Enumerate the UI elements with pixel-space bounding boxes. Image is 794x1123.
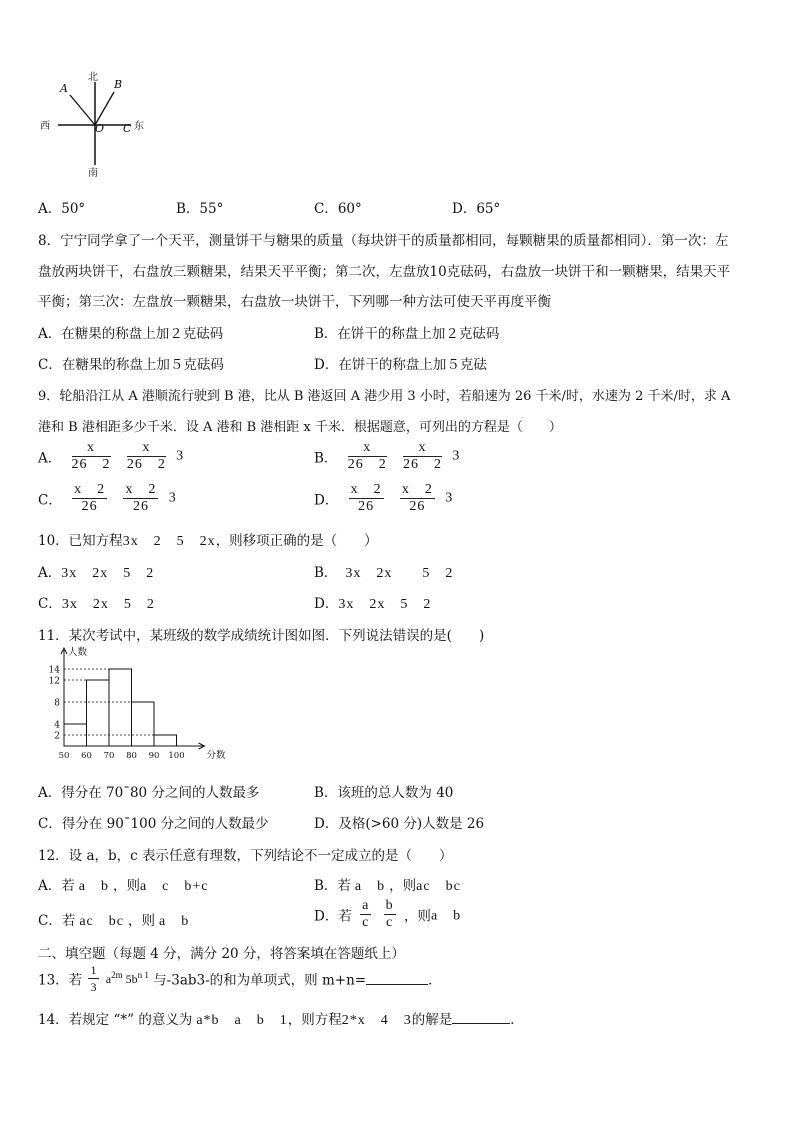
- q8-stem-line-1: 8．宁宁同学拿了一个天平，测量饼干与糖果的质量（每块饼干的质量都相同，每颗糖果的质量都相同）．第一次：左: [38, 233, 729, 249]
- histogram-bar-60-70: [87, 680, 110, 746]
- x-tick-label-60: 60: [81, 751, 92, 761]
- q12-option-c: C．若 ac bc ，则 a b: [38, 913, 190, 929]
- q9-a-fraction-2: $\frac{x}{26 2}$: [126, 440, 166, 472]
- histogram-bar-80-90: [132, 702, 155, 746]
- q9-b-fraction-1: $\frac{x}{26 2}$: [347, 440, 387, 472]
- section-2-heading: 二、填空题（每题 4 分，满分 20 分，将答案填在答题纸上）: [38, 946, 405, 962]
- y-tick-label-4: 4: [54, 720, 60, 731]
- compass-west-label: 西: [40, 121, 50, 132]
- q13: 13．若 $\frac{1}{3}$ $a^{2m}$ $5b^{n 1}$ 与-3ab3-的和为单项式，则 m+n= ．: [38, 963, 442, 994]
- q10-option-c: C．3x 2x 5 2: [38, 596, 155, 612]
- q12-option-a: A．若 a b ，则a c b+c: [38, 878, 209, 894]
- compass-label-a: A: [60, 82, 68, 95]
- compass-label-c: C: [123, 122, 132, 135]
- q11-option-b: B．该班的总人数为 40: [314, 785, 454, 801]
- y-axis-label: 人数: [68, 647, 88, 658]
- compass-label-o: O: [95, 122, 105, 135]
- q12-option-d: D．若 $\frac{a}{c}$ $\frac{b}{c}$ ，则a b: [314, 898, 462, 930]
- y-tick-label-14: 14: [48, 665, 60, 676]
- y-tick-label-2: 2: [54, 731, 60, 742]
- q14: 14．若规定 “*” 的意义为 a*b a b 1，则方程2*x 4 3的解是 ．: [38, 1012, 524, 1028]
- x-tick-label-50: 50: [58, 751, 70, 761]
- q7-option-b: B．55°: [176, 201, 224, 217]
- q8-option-d: D．在饼干的称盘上加５克砝: [314, 357, 487, 373]
- q9-option-d: D． $\frac{x 2}{26}$ $\frac{x 2}{26}$ 3: [314, 482, 454, 514]
- compass-label-b: B: [114, 78, 123, 91]
- q11-stem: 11．某次考试中，某班级的数学成绩统计图如图．下列说法错误的是( ): [38, 628, 485, 644]
- q10-option-a: A．3x 2x 5 2: [38, 565, 155, 581]
- q9-option-d-label: D．: [314, 492, 339, 509]
- q9-option-b: B． $\frac{x}{26 2}$ $\frac{x}{26 2}$ 3: [314, 440, 461, 472]
- compass-north-label: 北: [88, 72, 98, 83]
- y-tick-label-12: 12: [48, 676, 60, 687]
- q7-option-c: C．60°: [314, 201, 362, 217]
- q9-c-fraction-2: $\frac{x 2}{26}$: [125, 482, 157, 514]
- q8-stem-line-3: 平衡；第三次：左盘放一颗糖果，右盘放一块饼干，下列哪一种方法可使天平再度平衡: [38, 294, 551, 310]
- x-tick-label-90: 90: [148, 751, 160, 761]
- histogram-bar-70-80: [109, 669, 132, 746]
- q9-c-fraction-1: $\frac{x 2}{26}$: [74, 482, 106, 514]
- q8-option-a: A．在糖果的称盘上加２克砝码: [38, 326, 224, 342]
- q8-option-b: B．在饼干的称盘上加２克砝码: [314, 326, 500, 342]
- histogram-bar-90-100: [154, 735, 177, 746]
- q7-option-d: D．65°: [452, 201, 501, 217]
- q9-option-c: C． $\frac{x 2}{26}$ $\frac{x 2}{26}$ 3: [38, 482, 177, 514]
- q9-option-c-label: C．: [38, 492, 62, 509]
- q9-b-fraction-2: $\frac{x}{26 2}$: [403, 440, 443, 472]
- x-tick-label-80: 80: [126, 751, 137, 761]
- q9-option-b-label: B．: [314, 450, 338, 467]
- histogram-bar-50-60: [64, 724, 87, 746]
- q14-answer-blank[interactable]: [452, 1011, 510, 1024]
- q11-option-d: D．及格(>60 分)人数是 26: [314, 816, 485, 832]
- q9-stem-line-1: 9．轮船沿江从 A 港顺流行驶到 B 港，比从 B 港返回 A 港少用 3 小时，若船速为 26 千米/时，水速为 2 千米/时，求 A: [38, 389, 731, 404]
- compass-east-label: 东: [134, 121, 144, 132]
- q12-stem: 12．设 a，b，c 表示任意有理数，下列结论不一定成立的是（ ）: [38, 848, 453, 864]
- q12-option-b: B．若 a b ，则ac bc: [314, 878, 461, 894]
- compass-south-label: 南: [88, 168, 98, 179]
- q10-option-b: B． 3x 2x 5 2: [314, 565, 454, 581]
- q11-option-a: A．得分在 70¯80 分之间的人数最多: [38, 785, 260, 801]
- q8-stem-line-2: 盘放两块饼干，右盘放三颗糖果，结果天平平衡；第二次，左盘放10克砝码，右盘放一块饼干和一颗糖果，结果天平: [38, 264, 731, 280]
- q9-d-fraction-1: $\frac{x 2}{26}$: [350, 482, 382, 514]
- q10-option-d: D．3x 2x 5 2: [314, 596, 432, 612]
- q9-d-fraction-2: $\frac{x 2}{26}$: [401, 482, 433, 514]
- q9-a-fraction-1: $\frac{x}{26 2}$: [71, 440, 111, 472]
- q9-option-a: A． $\frac{x}{26 2}$ $\frac{x}{26 2}$ 3: [38, 440, 185, 472]
- score-histogram: [30, 646, 226, 768]
- q9-stem-line-2: 港和 B 港相距多少千米．设 A 港和 B 港相距 x 千米．根据题意，可列出的方程是（ ）: [38, 420, 562, 435]
- q9-option-a-label: A．: [38, 450, 62, 467]
- q7-option-a: A．50°: [38, 201, 86, 217]
- x-tick-label-100: 100: [168, 751, 185, 761]
- q10-stem: 10．已知方程3x 2 5 2x，则移项正确的是（ ）: [38, 533, 378, 549]
- y-tick-label-8: 8: [54, 698, 60, 709]
- q11-option-c: C．得分在 90¯100 分之间的人数最少: [38, 816, 269, 832]
- q8-option-c: C．在糖果的称盘上加５克砝码: [38, 357, 224, 373]
- x-axis-label: 分数: [206, 750, 226, 761]
- x-tick-label-70: 70: [103, 751, 115, 761]
- q13-answer-blank[interactable]: [366, 972, 428, 985]
